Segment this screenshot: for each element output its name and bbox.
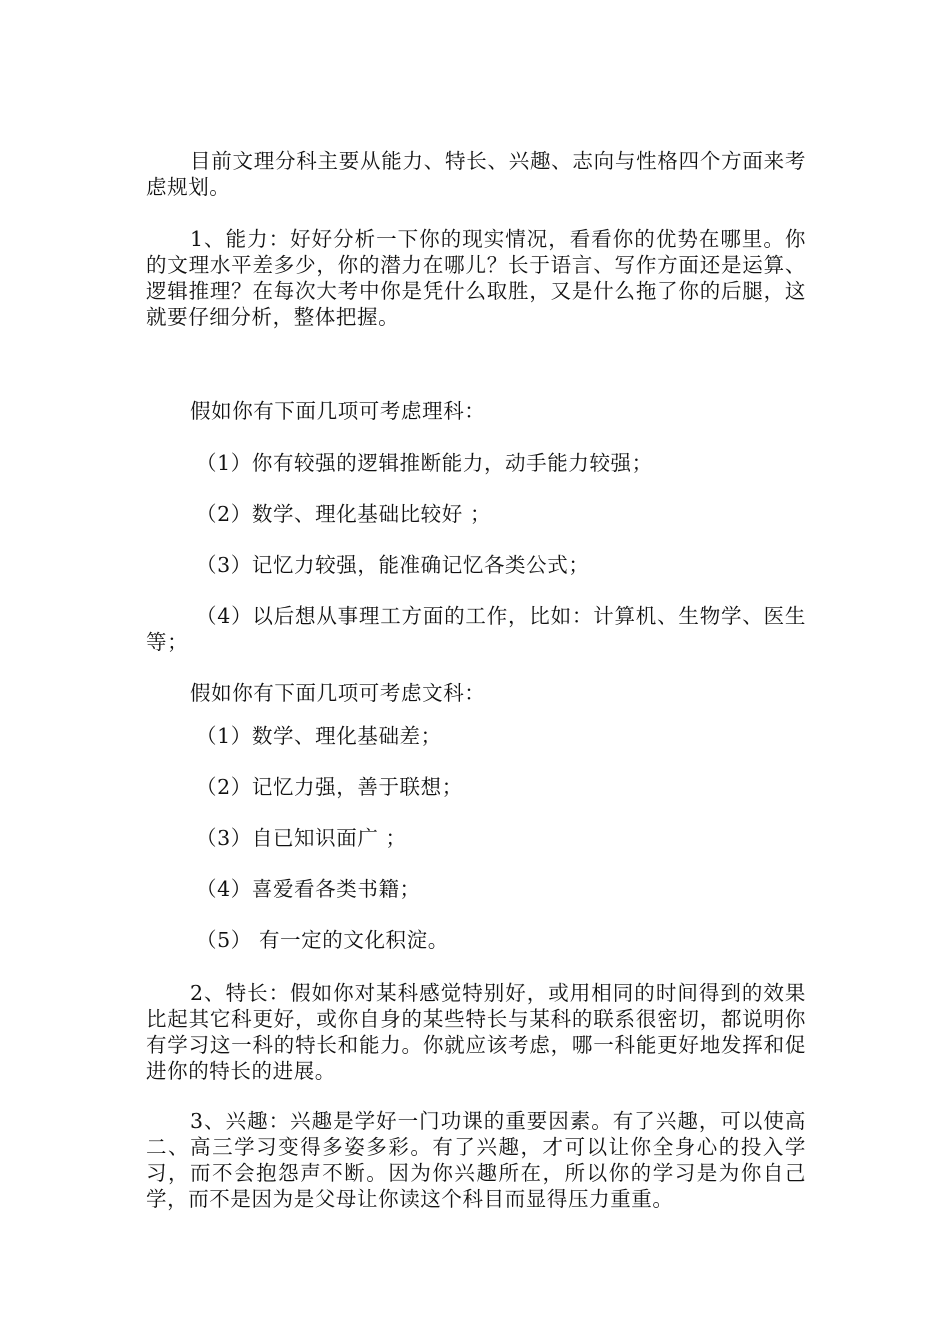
science-heading: 假如你有下面几项可考虑理科： [190,399,486,423]
science-item-4: （4）以后想从事理工方面的工作，比如：计算机、生物学、医生等； [146,604,806,654]
arts-item-5: （5） 有一定的文化积淀。 [196,928,449,952]
science-item-2: （2）数学、理化基础比较好 ； [196,502,492,526]
intro-paragraph: 目前文理分科主要从能力、特长、兴趣、志向与性格四个方面来考虑规划。 [146,149,806,199]
science-item-3: （3）记忆力较强，能准确记忆各类公式； [196,553,590,577]
interest-paragraph: 3、兴趣：兴趣是学好一门功课的重要因素。有了兴趣，可以使高二、高三学习变得多姿多彩。有了兴趣，才可以让你全身心的投入学习，而不会抱怨声不断。因为你兴趣所在，所以你的学习是为你自己学，而不是因为是父母让你读这个科目而显得压力重重。 [146,1109,806,1211]
arts-heading: 假如你有下面几项可考虑文科： [190,681,486,705]
science-item-1: （1）你有较强的逻辑推断能力，动手能力较强； [196,451,653,475]
arts-item-1: （1）数学、理化基础差； [196,724,442,748]
arts-item-2: （2）记忆力强，善于联想； [196,775,463,799]
ability-paragraph: 1、能力：好好分析一下你的现实情况，看看你的优势在哪里。你的文理水平差多少，你的潜力在哪儿？长于语言、写作方面还是运算、逻辑推理？在每次大考中你是凭什么取胜，又是什么拖了你的后腿，这就要仔细分析，整体把握。 [146,227,806,329]
arts-item-4: （4）喜爱看各类书籍； [196,877,421,901]
strength-paragraph: 2、特长：假如你对某科感觉特别好，或用相同的时间得到的效果比起其它科更好，或你自身的某些特长与某科的联系很密切，都说明你有学习这一科的特长和能力。你就应该考虑，哪一科能更好地发挥和促进你的特长的进展。 [146,981,806,1083]
arts-item-3: （3）自已知识面广 ； [196,826,407,850]
